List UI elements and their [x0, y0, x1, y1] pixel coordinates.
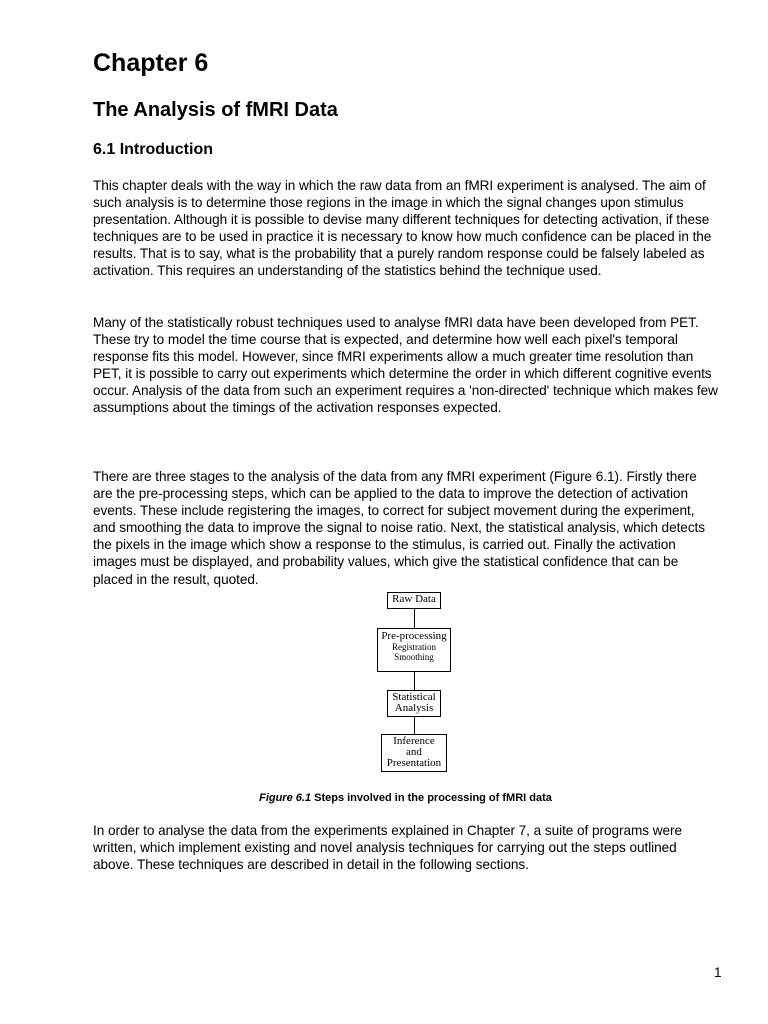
paragraph-3: There are three stages to the analysis of the data from any fMRI experiment (Figure 6.1). Firstly there are the pre-processing steps, which can be applied to the data to improve the detection of activation events. These include registering the images, to correct for subject movement during the experiment, and smoothing the data to improve the signal to noise ratio. Next, the statistical analysis, which detects the pixels in the image which show a response to the stimulus, is carried out. Finally the activation images must be displayed, and probability values, which give the statistical confidence that can be placed in the result, quoted. — [93, 469, 706, 587]
flow-connector — [414, 609, 415, 628]
chapter-subtitle: The Analysis of fMRI Data — [93, 99, 338, 121]
flow-box-sublabel: Registration — [392, 642, 436, 652]
chapter-title: Chapter 6 — [93, 49, 209, 77]
flow-connector — [414, 672, 415, 690]
paragraph-1: This chapter deals with the way in which the raw data from an fMRI experiment is analysed. The aim of such analysis is to determine those regions in the image in which the signal changes upon stimulus presentation. Although it is possible to devise many different techniques for detecting activation, if these techniques are to be used in practice it is necessary to know how much confidence can be placed in the results. That is to say, what is the probability that a purely random response could be falsely labeled as activation. This requires an understanding of the statistics behind the technique used. — [93, 178, 712, 279]
flow-box-label: Inference — [393, 735, 435, 747]
paragraph-4: In order to analyse the data from the experiments explained in Chapter 7, a suite of programs were written, which implement existing and novel analysis techniques for carrying out the steps outlined above. These techniques are described in detail in the following sections. — [93, 823, 683, 873]
flow-box-sublabel: Smoothing — [394, 652, 434, 662]
flowchart — [372, 590, 456, 776]
flow-box-statistical-analysis — [387, 690, 441, 717]
figure-caption — [93, 790, 718, 806]
section-heading: 6.1 Introduction — [93, 141, 213, 158]
figure-caption-label: Figure 6.1 — [259, 792, 312, 804]
flow-box-inference — [381, 734, 447, 772]
flow-box-label: Pre-processing — [381, 630, 447, 642]
flow-box-raw-data — [387, 592, 441, 609]
flow-box-label: Statistical — [392, 691, 436, 703]
page-number: 1 — [714, 965, 722, 980]
flow-connector — [414, 717, 415, 734]
flow-box-label: Raw Data — [392, 593, 436, 605]
flow-box-pre-processing — [377, 628, 451, 672]
figure-caption-text: Steps involved in the processing of fMRI data — [311, 792, 552, 804]
flow-box-label: Presentation — [386, 757, 442, 769]
flow-box-label: and — [406, 746, 422, 758]
flow-box-label: Analysis — [394, 702, 434, 714]
paragraph-2: Many of the statistically robust techniques used to analyse fMRI data have been developed from PET. These try to model the time course that is expected, and determine how well each pixel's temporal response fits this model. However, since fMRI experiments allow a much greater time resolution than PET, it is possible to carry out experiments which determine the order in which different cognitive events occur. Analysis of the data from such an experiment requires a 'non-directed' technique which makes few assumptions about the timings of the activation responses expected. — [93, 315, 718, 416]
